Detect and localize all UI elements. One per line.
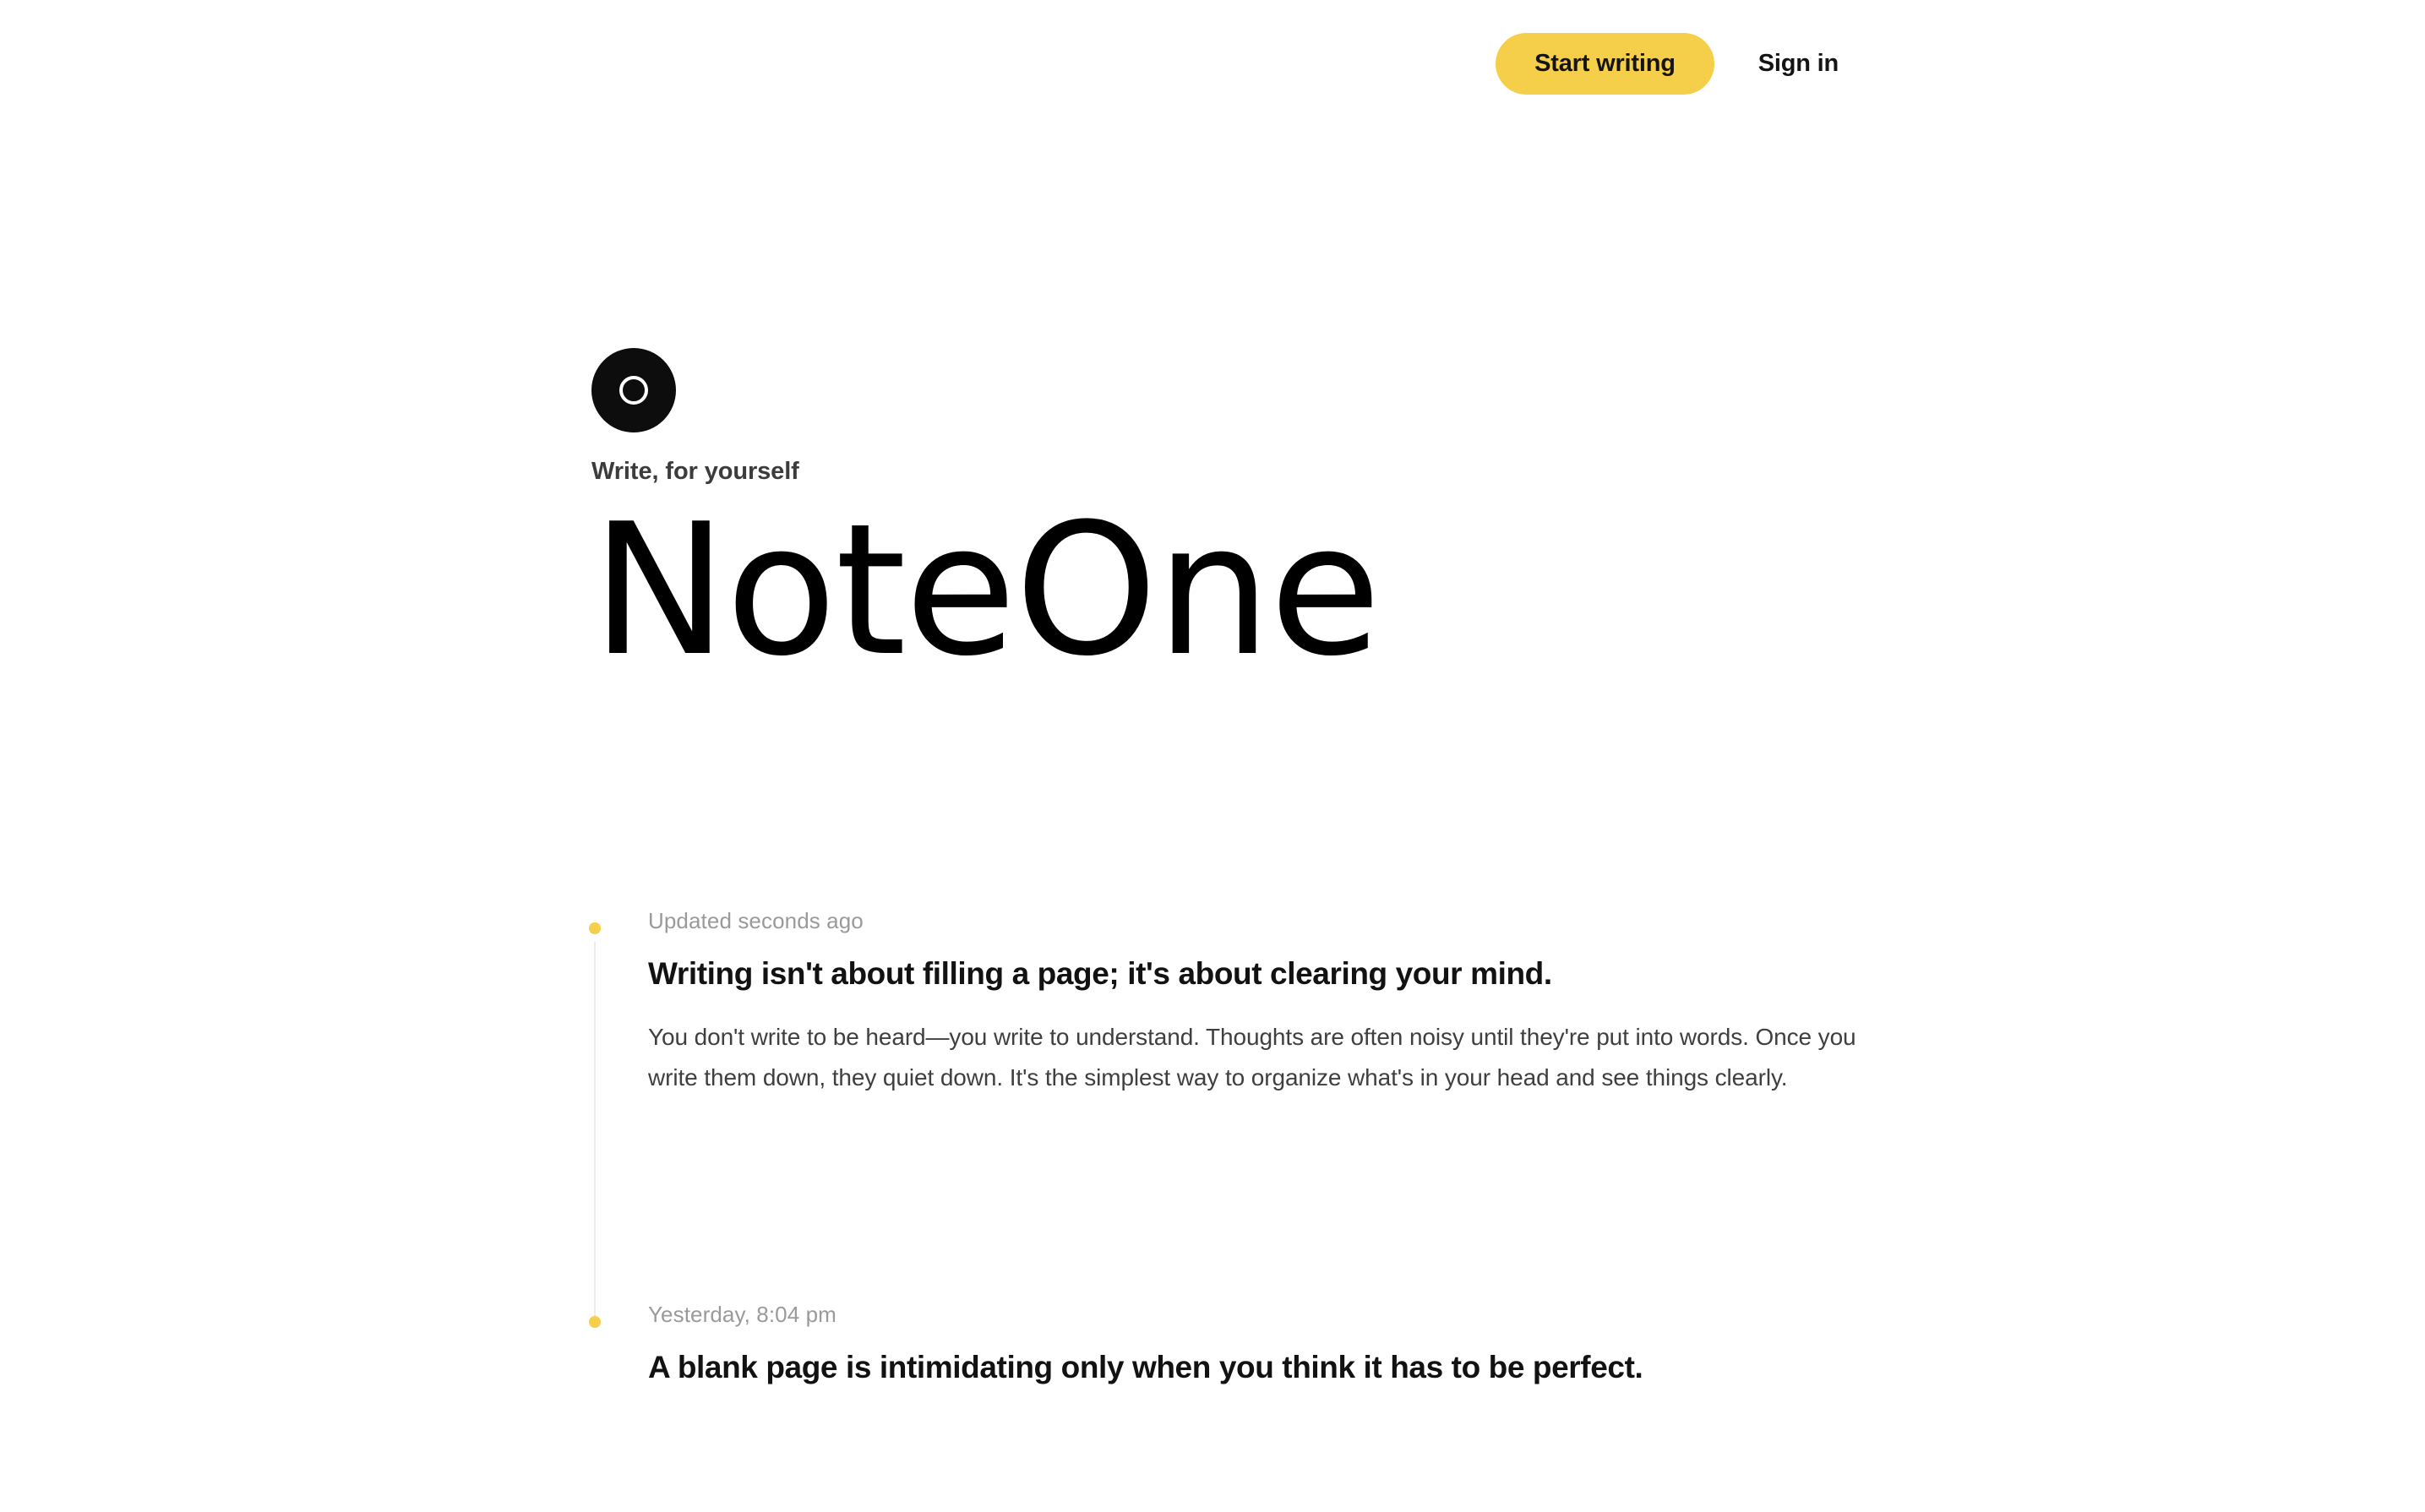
note-timestamp: Updated seconds ago [648,908,864,933]
notes-feed [589,908,1941,1421]
logo-inner-ring [619,376,648,405]
note-spacer [648,1099,1941,1268]
note-timestamp: Yesterday, 8:04 pm [648,1301,836,1327]
note-body: You don't write to be heard—you write to understand. Thoughts are often noisy until they're put into words. Once you write them down, they quiet down. It's the simplest way to organize what's in your head and see things clearly. [648,1024,1856,1091]
start-writing-button[interactable]: Start writing [1496,33,1714,95]
sign-in-button[interactable]: Sign in [1747,41,1850,86]
tagline: Write, for yourself [591,458,799,485]
note-entry[interactable] [589,908,1941,1302]
page-title: NoteOne [591,484,1380,696]
top-navigation [0,0,2425,127]
logo-circle-icon [591,348,676,432]
note-title: Writing isn't about filling a page; it's about clearing your mind. [648,956,1552,991]
timeline-rail [594,942,596,1327]
note-title: A blank page is intimidating only when you think it has to be perfect. [648,1349,1643,1384]
note-entry[interactable] [589,1302,1941,1421]
hero-section [591,348,1859,696]
